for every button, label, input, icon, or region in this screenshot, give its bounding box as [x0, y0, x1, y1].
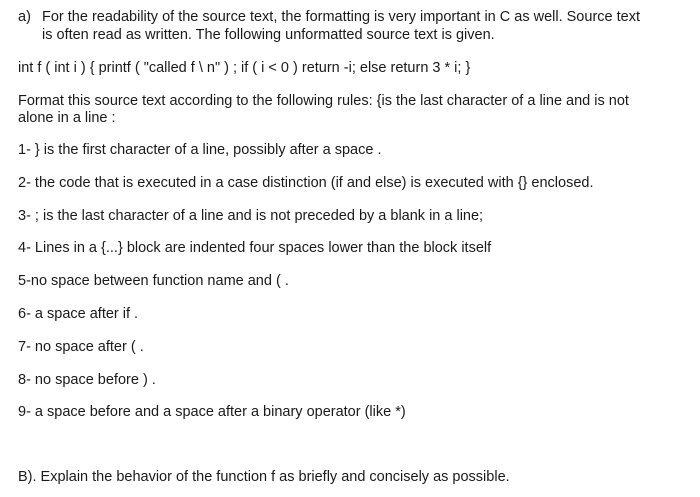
rule-2: 2- the code that is executed in a case distinction (if and else) is executed with {} enclosed. [18, 175, 594, 191]
rule-9: 9- a space before and a space after a binary operator (like *) [18, 404, 406, 420]
rule-3: 3- ; is the last character of a line and is not preceded by a blank in a line; [18, 208, 484, 224]
rule-1: 1- } is the first character of a line, possibly after a space . [18, 142, 382, 158]
rule-8: 8- no space before ) . [18, 372, 156, 388]
question-a-marker: a) [18, 9, 31, 25]
unformatted-code: int f ( int i ) { printf ( "called f \ n" ) ; if ( i < 0 ) return -i; else return 3 * i; } [18, 60, 471, 76]
question-b: B). Explain the behavior of the function f as briefly and concisely as possible. [18, 469, 510, 485]
question-a-line-2: is often read as written. The following unformatted source text is given. [42, 27, 495, 43]
question-a-line-1: For the readability of the source text, the formatting is very important in C as well. Source text [42, 9, 640, 25]
question-a [18, 8, 698, 44]
rule-7: 7- no space after ( . [18, 339, 144, 355]
rule-4: 4- Lines in a {...} block are indented four spaces lower than the block itself [18, 240, 492, 256]
format-intro-line-2: alone in a line : [18, 110, 116, 126]
rule-6: 6- a space after if . [18, 306, 139, 322]
format-intro-line-1: Format this source text according to the following rules: {is the last character of a line and is not [18, 93, 629, 109]
rule-5: 5-no space between function name and ( . [18, 273, 289, 289]
